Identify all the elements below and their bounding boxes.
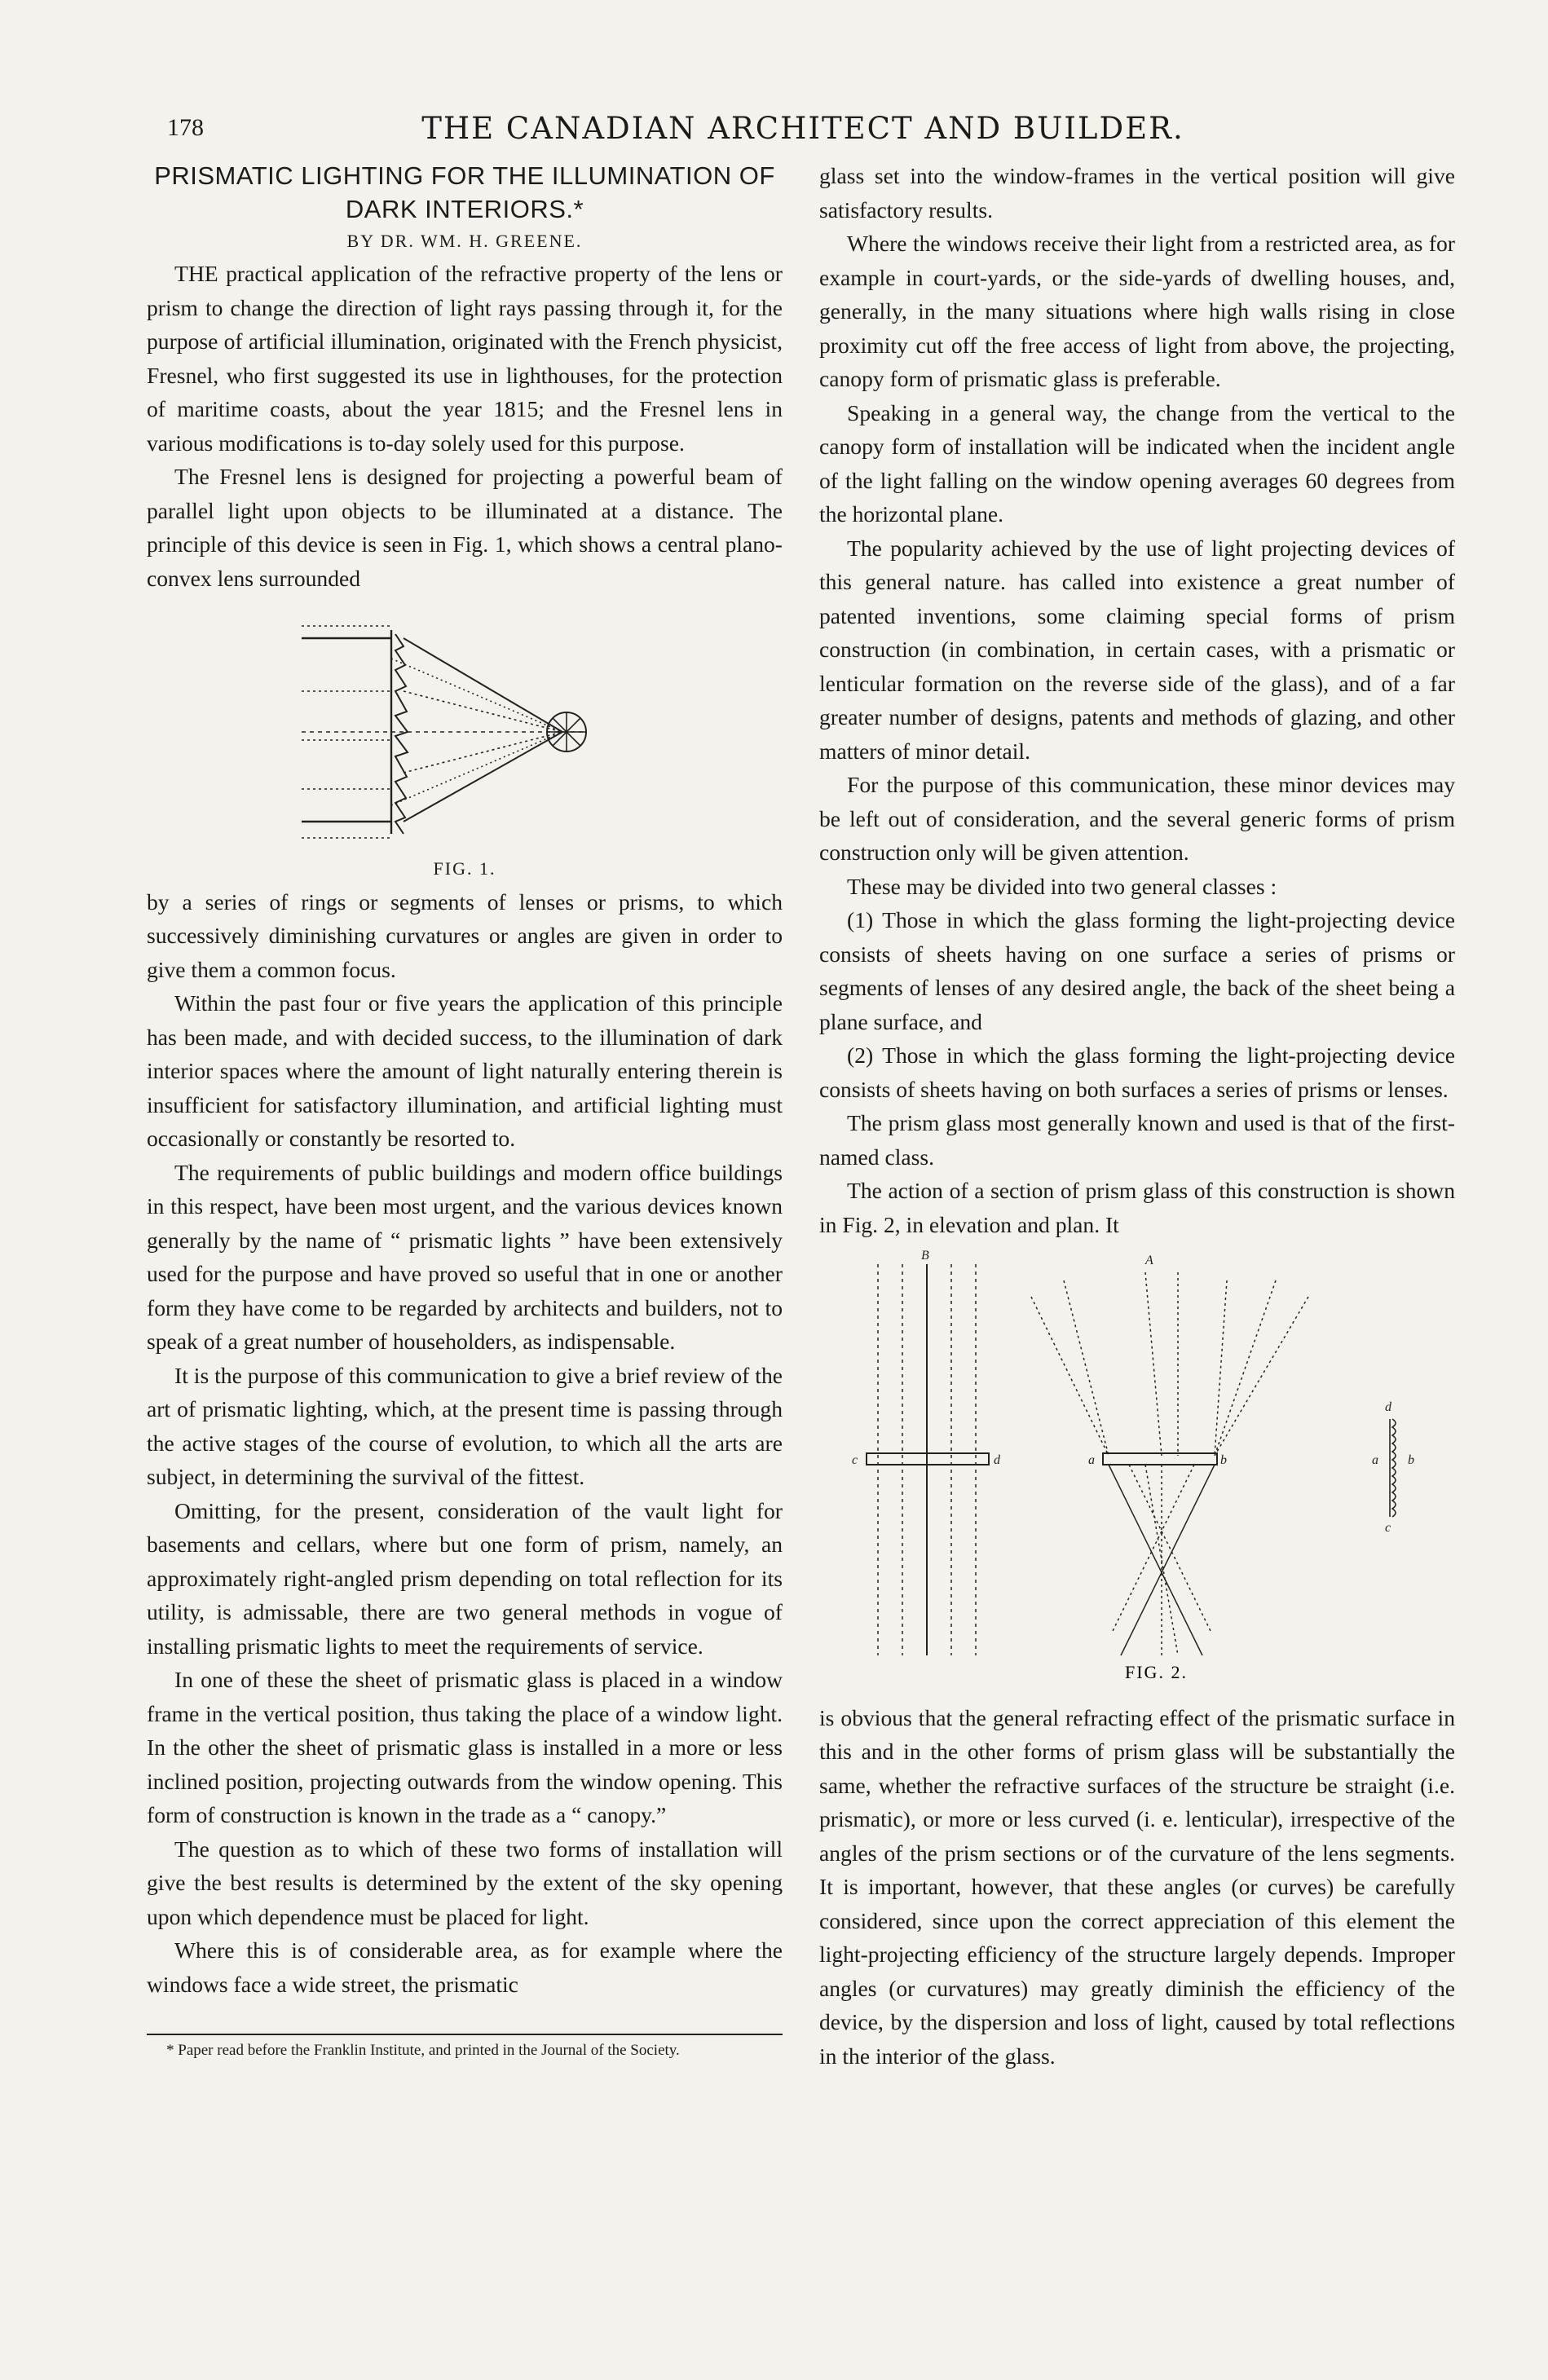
paragraph: The Fresnel lens is designed for projecting a powerful beam of parallel light upon objects to be illuminated at a distance. The principle of this device is seen in Fig. 1, which shows a central plano-convex lens surrounded [147,464,783,591]
page-number: 178 [167,114,204,141]
footnote-rule [147,2034,783,2035]
left-column [147,159,783,2060]
fig2-label-c-plan: c [1385,1521,1391,1535]
paragraph: Where the windows receive their light from a restricted area, as for example in court-yards, or the side-yards of dwelling houses, and, generally, in the many situations where high walls rising in close proximity cut off the free access of light from above, the projecting, canopy form of prismatic glass is preferable. [819,231,1455,391]
paragraph: It is the purpose of this communication to give a brief review of the art of prismatic lighting, which, at the present time is passing through the active stages of the course of evolution, to which all the arts are subject, in determining the survival of the fittest. [147,1362,783,1489]
footnote: * Paper read before the Franklin Institute, and printed in the Journal of the Society. [166,2042,680,2059]
paragraph: The action of a section of prism glass of this construction is shown in Fig. 2, in elevation and plan. It [819,1178,1455,1237]
fig2-label-b-mid: b [1220,1453,1227,1467]
figure-2-caption: FIG. 2. [1125,1662,1188,1682]
fresnel-lens-diagram [147,602,783,846]
paragraph: THE practical application of the refractive property of the lens or prism to change the direction of light rays passing through it, for the purpose of artificial illumination, originated with the French physicist, Fresnel, who first suggested its use in lighthouses, for the protection of maritime coasts, about the year 1815; and the Fresnel lens in various modifications is to-day solely used for this purpose. [147,261,783,456]
article-title: PRISMATIC LIGHTING FOR THE ILLUMINATION OF DARK INTERIORS.* [154,161,775,223]
fig2-label-c: c [852,1453,858,1467]
fig2-label-a: A [1145,1254,1153,1267]
paragraph: Where this is of considerable area, as for example where the windows face a wide street, the prismatic [147,1937,783,1997]
paragraph: The prism glass most generally known and used is that of the first-named class. [819,1110,1455,1170]
paragraph: For the purpose of this communication, these minor devices may be left out of consideration, and the several generic forms of prism construction only will be given attention. [819,772,1455,865]
fig2-label-b-plan: b [1408,1453,1414,1467]
paragraph: The requirements of public buildings and modern office buildings in this respect, have been most urgent, and the various devices known generally by the name of “ prismatic lights ” have been extensively used for the purpose and have proved so useful that in one or another form they have come to be regarded by architects and builders, not to speak of a great number of householders, as indispensable. [147,1159,783,1354]
fig2-label-a-plan: a [1372,1453,1378,1467]
fig2-label-d: d [994,1453,1000,1467]
byline: BY DR. WM. H. GREENE. [346,231,583,251]
page-header [167,111,1439,155]
paragraph: In one of these the sheet of prismatic glass is placed in a window frame in the vertical position, thus taking the place of a window light. In the other the sheet of prismatic glass is installed in a more or less inclined position, projecting outwards from the window opening. This form of construction is known in the trade as a “ canopy.” [147,1667,783,1827]
fig2-label-a-mid: a [1088,1453,1095,1467]
running-head: THE CANADIAN ARCHITECT AND BUILDER. [421,111,1184,146]
paragraph: The popularity achieved by the use of light projecting devices of this general nature. has called into existence a great number of patented inventions, some claiming special forms of prism construction (in combination, in certain cases, with a prismatic or lenticular formation on the reverse side of the glass), and of a far greater number of designs, patents and methods of glazing, and other matters of minor detail. [819,535,1455,764]
right-column [819,159,1455,2073]
paragraph: Within the past four or five years the application of this principle has been made, and with decided success, to the illumination of dark interior spaces where the amount of light naturally entering therein is insufficient for satisfactory illumination, and artificial lighting must occasionally or constantly be resorted to. [147,990,783,1151]
paragraph: (1) Those in which the glass forming the light-projecting device consists of sheets having on one surface a series of prisms or segments of lenses of any desired angle, the back of the sheet being a plane surface, and [819,907,1455,1034]
paragraph: The question as to which of these two forms of installation will give the best results is determined by the extent of the sky opening upon which dependence must be placed for light. [147,1836,783,1929]
paragraph: Speaking in a general way, the change from the vertical to the canopy form of installation will be indicated when the incident angle of the light falling on the window opening averages 60 degrees from the horizontal plane. [819,399,1455,527]
paragraph: These may be divided into two general classes : [847,873,1277,899]
paragraph: Omitting, for the present, consideration of the vault light for basements and cellars, where but one form of prism, namely, an approximately right-angled prism depending on total reflection for its utility, is admissable, there are two general methods in vogue of installing prismatic lights to meet the requirements of service. [147,1497,783,1659]
figure-1 [147,602,783,882]
paragraph: by a series of rings or segments of lenses or prisms, to which successively diminishing curvatures or angles are given in order to give them a common focus. [147,888,783,982]
paragraph: glass set into the window-frames in the vertical position will give satisfactory results. [819,163,1455,223]
fig2-label-d-plan: d [1385,1400,1391,1414]
figure-2 [819,1248,1455,1698]
figure-1-caption: FIG. 1. [433,857,496,879]
prism-glass-diagram [819,1248,1455,1688]
paragraph: is obvious that the general refracting effect of the prismatic surface in this and in the other forms of prism glass will be substantially the same, whether the refractive surfaces of the structure be straight (i.e. prismatic), or more or less curved (i. e. lenticular), irrespective of the angles of the prism sections or of the curvature of the lens segments. It is important, however, that these angles (or curves) be carefully considered, since upon the correct appreciation of this element the light-projecting efficiency of the structure largely depends. Improper angles (or curvatures) may greatly diminish the efficiency of the device, by the dispersion and loss of light, caused by total reflections in the interior of the glass. [819,1704,1455,2069]
fig2-label-b: B [921,1249,929,1263]
paragraph: (2) Those in which the glass forming the light-projecting device consists of sheets having on both surfaces a series of prisms or lenses. [819,1042,1455,1102]
